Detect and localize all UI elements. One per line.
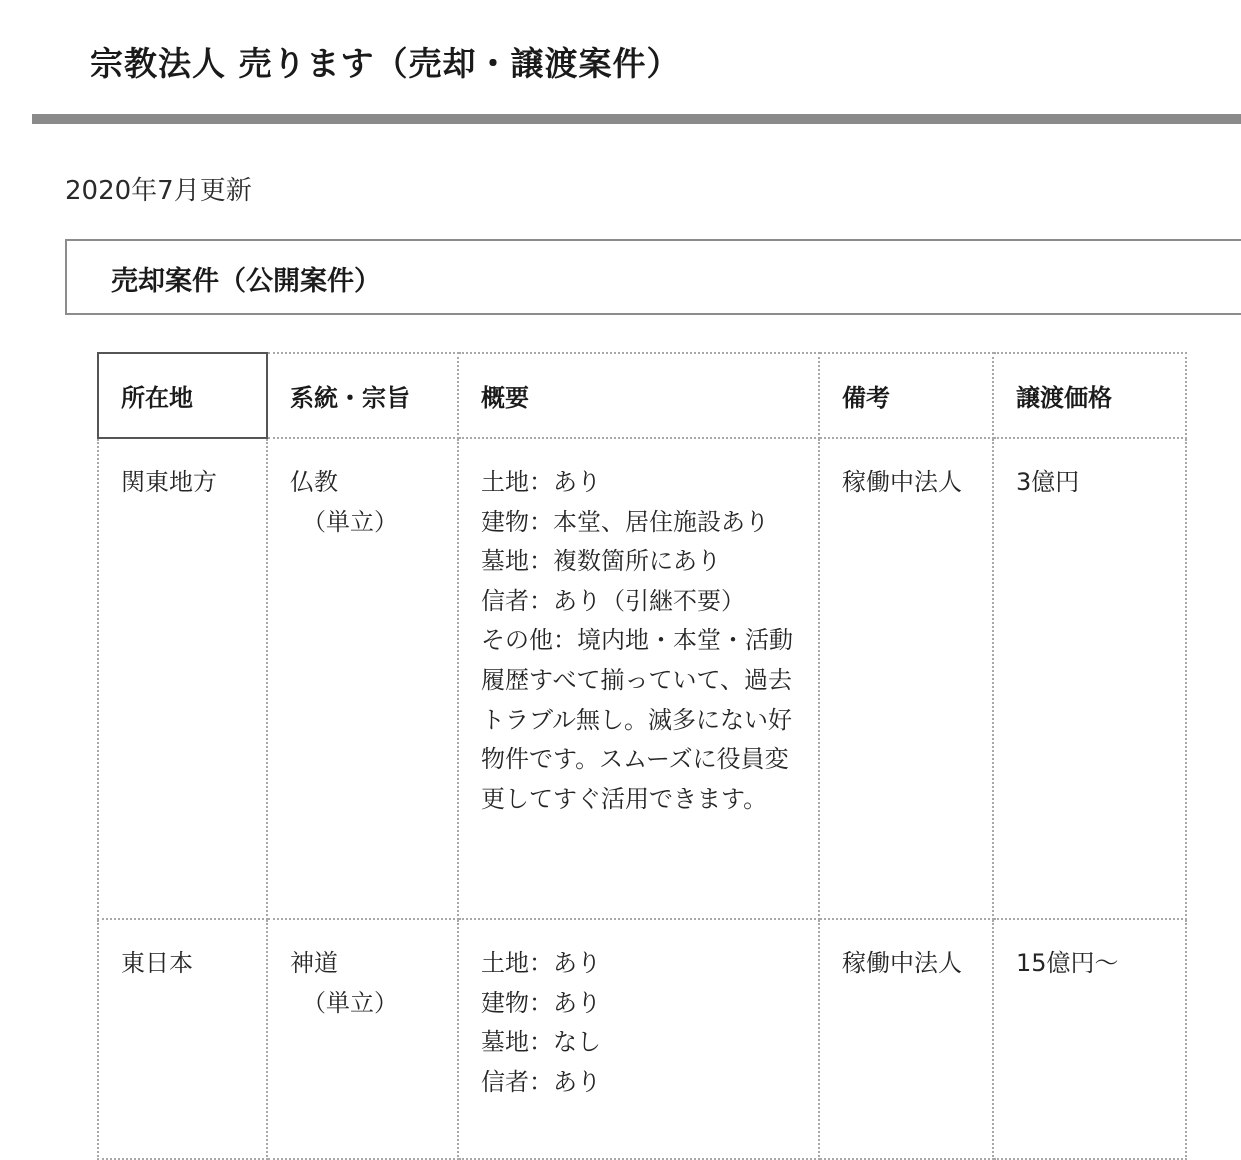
- header-location: 所在地: [98, 353, 267, 438]
- table-header-row: [98, 353, 1186, 438]
- section-heading: 売却案件（公開案件）: [111, 266, 381, 297]
- section-header-box: [65, 239, 1241, 315]
- location-text: 東日本: [121, 949, 193, 977]
- overview-building: 建物：あり: [481, 988, 601, 1017]
- cell-remarks: [819, 438, 993, 919]
- header-religion: 系統・宗旨: [267, 353, 458, 438]
- remarks-text: 稼働中法人: [842, 468, 962, 496]
- overview-building: 建物：本堂、居住施設あり: [481, 507, 769, 536]
- overview-land: 土地：あり: [481, 468, 601, 496]
- header-price: 譲渡価格: [993, 353, 1186, 438]
- price-text: 3億円: [1016, 468, 1080, 496]
- cell-religion: [267, 919, 458, 1159]
- cell-price: [993, 919, 1186, 1159]
- table-row: [98, 919, 1186, 1159]
- overview-other: その他：境内地・本堂・活動履歴すべて揃っていて、過去トラブル無し。滅多にない好物件です。スムーズに役員変更してすぐ活用できます。: [481, 626, 793, 813]
- header-overview: 概要: [458, 353, 819, 438]
- overview-cemetery: 墓地：なし: [481, 1028, 601, 1057]
- price-text: 15億円～: [1016, 949, 1119, 977]
- overview-followers: 信者：あり: [481, 1067, 601, 1096]
- listings-table: [97, 352, 1187, 1160]
- sect-text: （単立）: [302, 988, 398, 1017]
- overview-land: 土地：あり: [481, 949, 601, 977]
- remarks-text: 稼働中法人: [842, 949, 962, 977]
- overview-cemetery: 墓地：複数箇所にあり: [481, 547, 721, 576]
- title-divider: [32, 114, 1241, 124]
- header-remarks: 備考: [819, 353, 993, 438]
- cell-overview: [458, 438, 819, 919]
- table-row: [98, 438, 1186, 919]
- cell-remarks: [819, 919, 993, 1159]
- cell-religion: [267, 438, 458, 919]
- sect-text: （単立）: [302, 507, 398, 536]
- overview-followers: 信者：あり（引継不要）: [481, 586, 745, 615]
- page-title: 宗教法人 売ります（売却・譲渡案件）: [90, 44, 681, 83]
- religion-text: 仏教: [290, 468, 338, 496]
- cell-price: [993, 438, 1186, 919]
- update-date: 2020年7月更新: [65, 176, 252, 206]
- cell-overview: [458, 919, 819, 1159]
- cell-location: [98, 438, 267, 919]
- cell-location: [98, 919, 267, 1159]
- religion-text: 神道: [290, 949, 338, 977]
- location-text: 関東地方: [121, 468, 217, 496]
